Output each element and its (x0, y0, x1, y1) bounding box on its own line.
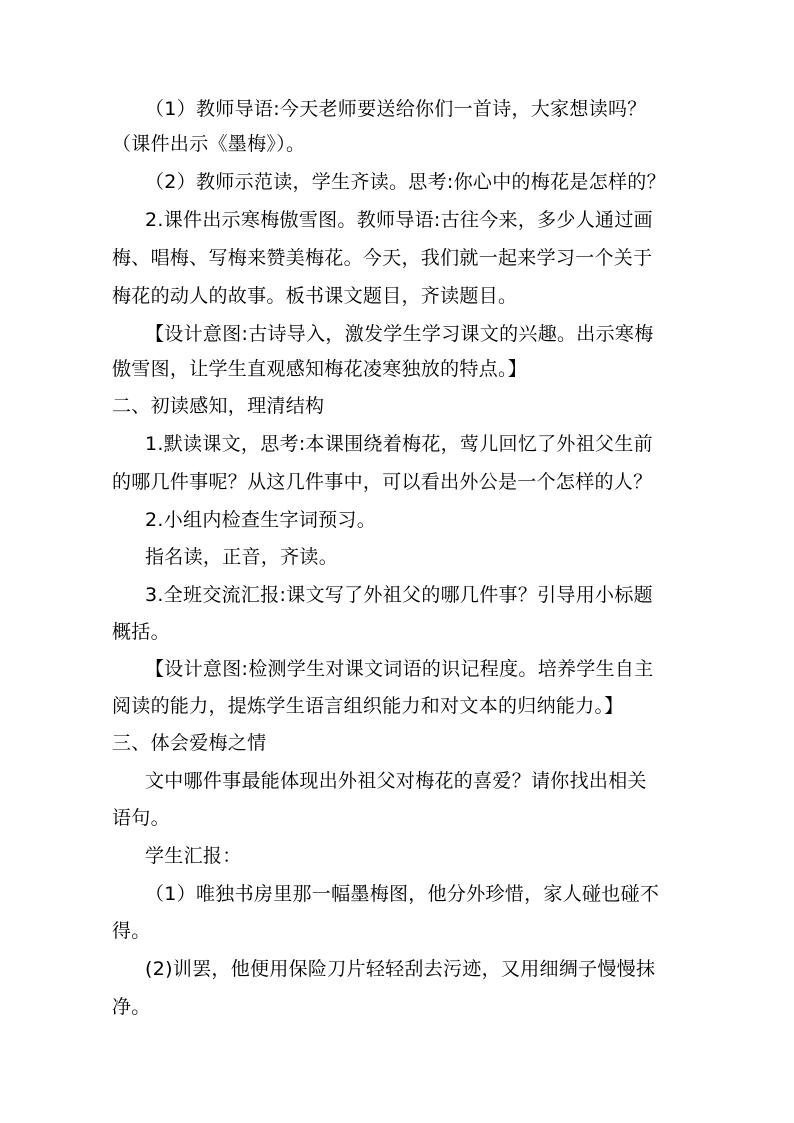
text-line: 概括。 (112, 621, 170, 643)
text-line: 文中哪件事最能体现出外祖父对梅花的喜爱？请你找出相关 (145, 770, 647, 792)
text-line: 指名读，正音，齐读。 (145, 546, 339, 568)
text-line: 1.默读课文，思考:本课围绕着梅花，莺儿回忆了外祖父生前 (145, 433, 653, 455)
text-line: 2.小组内检查生字词预习。 (145, 509, 377, 531)
text-line: 梅、唱梅、写梅来赞美梅花。今天，我们就一起来学习一个关于 (112, 247, 653, 269)
design-note-line: 【设计意图:古诗导入，激发学生学习课文的兴趣。出示寒梅 (145, 323, 654, 345)
design-note-line: 傲雪图，让学生直观感知梅花凌寒独放的特点。】 (112, 358, 528, 380)
text-line: （课件出示《墨梅》）。 (112, 133, 306, 155)
text-line: （1）教师导语:今天老师要送给你们一首诗，大家想读吗？ (145, 98, 647, 120)
text-line: 语句。 (112, 807, 170, 829)
text-line: 梅花的动人的故事。板书课文题目，齐读题目。 (112, 285, 518, 307)
text-line: （2）教师示范读，学生齐读。思考:你心中的梅花是怎样的？ (145, 171, 666, 193)
text-line: 2.课件出示寒梅傲雪图。教师导语:古往今来，多少人通过画 (145, 209, 653, 231)
section-heading: 二、初读感知，理清结构 (112, 395, 325, 417)
text-line: (2)训罢，他便用保险刀片轻轻刮去污迹，又用细绸子慢慢抹 (145, 958, 656, 980)
text-line: 净。 (112, 996, 151, 1018)
text-line: 3.全班交流汇报:课文写了外祖父的哪几件事？引导用小标题 (145, 584, 653, 606)
text-line: 学生汇报： (145, 845, 242, 867)
text-line: （1）唯独书房里那一幅墨梅图，他分外珍惜，家人碰也碰不 (145, 883, 660, 905)
design-note-line: 阅读的能力，提炼学生语言组织能力和对文本的归纳能力。】 (112, 695, 624, 717)
text-line: 的哪几件事呢？从这几件事中，可以看出外公是一个怎样的人？ (112, 471, 653, 493)
text-line: 得。 (112, 920, 151, 942)
design-note-line: 【设计意图:检测学生对课文词语的识记程度。培养学生自主 (145, 658, 654, 680)
section-heading: 三、体会爱梅之情 (112, 732, 267, 754)
